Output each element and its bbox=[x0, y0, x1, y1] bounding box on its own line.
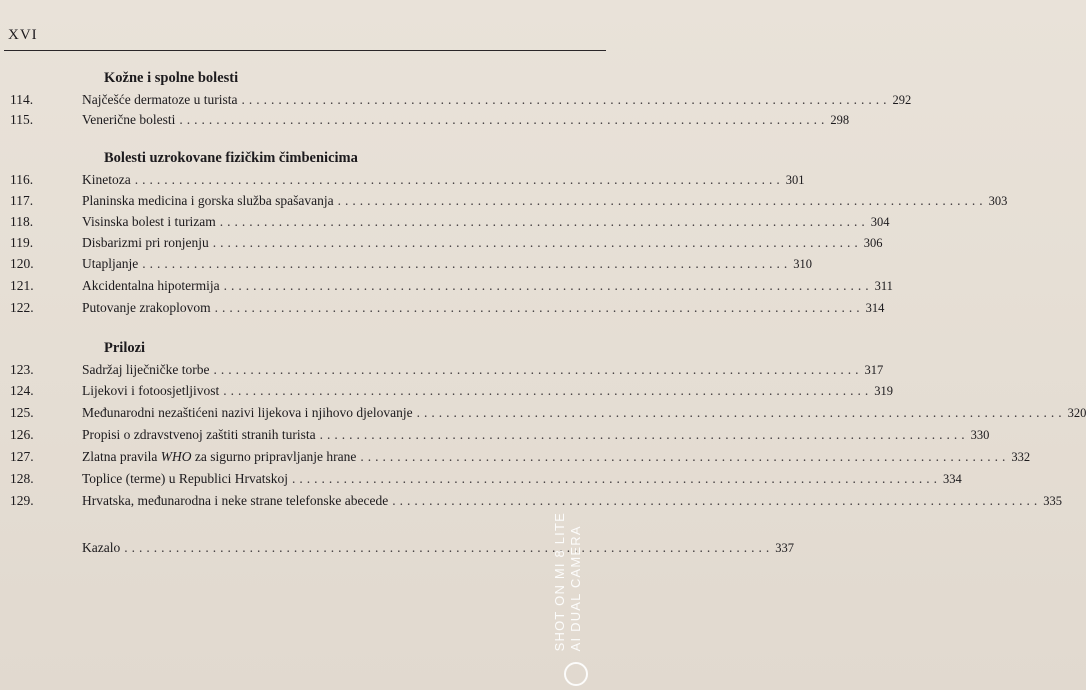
toc-row bbox=[0, 235, 883, 255]
camera-watermark bbox=[552, 512, 602, 682]
leader-dots: ........................................................................................ bbox=[416, 405, 1066, 420]
toc-row bbox=[0, 471, 962, 491]
section-title-skin-diseases: Kožne i spolne bolesti bbox=[104, 70, 239, 86]
entry-page: 298 bbox=[830, 113, 850, 127]
toc-row bbox=[0, 92, 912, 112]
toc-entry bbox=[82, 493, 1062, 509]
entry-title: Planinska medicina i gorska služba spašavanja bbox=[82, 193, 334, 208]
toc-row bbox=[0, 193, 1008, 213]
entry-title: Putovanje zrakoplovom bbox=[82, 300, 211, 315]
entry-page: 330 bbox=[970, 428, 990, 442]
leader-dots: ........................................................................................ bbox=[223, 383, 873, 398]
toc-entry bbox=[82, 256, 812, 272]
toc-entry bbox=[82, 92, 912, 108]
toc-row bbox=[0, 256, 812, 276]
leader-dots: ........................................................................................ bbox=[223, 278, 873, 293]
toc-row bbox=[0, 427, 990, 447]
leader-dots: ........................................................................................ bbox=[213, 362, 863, 377]
entry-title: Međunarodni nezaštićeni nazivi lijekova i njihovo djelovanje bbox=[82, 405, 413, 420]
section-title-physical-factors: Bolesti uzrokovane fizičkim čimbenicima bbox=[104, 150, 358, 166]
toc-entry bbox=[82, 235, 883, 251]
page-number: XVI bbox=[8, 27, 38, 43]
leader-dots: ........................................................................................ bbox=[124, 540, 774, 555]
entry-page: 314 bbox=[865, 301, 885, 315]
entry-page: 306 bbox=[863, 236, 883, 250]
leader-dots: ........................................................................................ bbox=[292, 471, 941, 486]
leader-dots: ........................................................................................ bbox=[337, 193, 987, 208]
entry-title bbox=[82, 449, 356, 465]
watermark-text bbox=[552, 512, 584, 651]
toc-entry bbox=[82, 405, 1086, 421]
watermark-line-2: AI DUAL CAMERA bbox=[568, 525, 583, 652]
entry-number: 117. bbox=[10, 193, 34, 208]
entry-number: 121. bbox=[10, 278, 34, 293]
toc-row bbox=[0, 383, 893, 403]
toc-row bbox=[0, 449, 1031, 469]
entry-number: 119. bbox=[10, 235, 34, 250]
leader-dots: ........................................................................................ bbox=[179, 112, 829, 127]
entry-page: 335 bbox=[1043, 494, 1062, 508]
watermark-line-1: SHOT ON MI 8 LITE bbox=[552, 512, 567, 652]
entry-title: Akcidentalna hipotermija bbox=[82, 278, 220, 293]
entry-title: Visinska bolest i turizam bbox=[82, 214, 216, 229]
toc-entry bbox=[82, 383, 893, 399]
leader-dots: ........................................................................................ bbox=[219, 214, 869, 229]
entry-page: 334 bbox=[943, 472, 962, 486]
entry-page: 292 bbox=[892, 93, 912, 107]
entry-title-after: za sigurno pripravljanje hrane bbox=[191, 449, 357, 464]
entry-page: 337 bbox=[775, 541, 794, 555]
entry-title: Lijekovi i fotoosjetljivost bbox=[82, 383, 220, 398]
toc-entry bbox=[82, 214, 890, 230]
entry-number: 116. bbox=[10, 172, 34, 187]
entry-page: 303 bbox=[988, 194, 1008, 208]
toc-entry bbox=[82, 471, 962, 487]
toc-entry bbox=[82, 540, 794, 556]
entry-page: 310 bbox=[793, 257, 812, 271]
toc-entry bbox=[82, 427, 990, 443]
toc-entry bbox=[82, 300, 885, 316]
entry-title: Disbarizmi pri ronjenju bbox=[82, 235, 209, 250]
entry-number: 114. bbox=[10, 92, 34, 107]
leader-dots: ........................................................................................ bbox=[134, 172, 784, 187]
toc-row bbox=[0, 214, 890, 234]
entry-number: 122. bbox=[10, 300, 34, 315]
toc-entry bbox=[82, 278, 893, 294]
entry-number: 123. bbox=[10, 362, 34, 377]
entry-title: Venerične bolesti bbox=[82, 112, 176, 127]
toc-row bbox=[0, 278, 893, 298]
entry-number: 120. bbox=[10, 256, 34, 271]
toc-row bbox=[0, 405, 1086, 425]
entry-page: 304 bbox=[870, 215, 890, 229]
leader-dots: ........................................................................................ bbox=[392, 493, 1042, 508]
entry-title: Kazalo bbox=[82, 540, 121, 555]
entry-page: 301 bbox=[785, 173, 805, 187]
toc-row bbox=[0, 362, 884, 382]
entry-title: Hrvatska, međunarodna i neke strane telefonske abecede bbox=[82, 493, 389, 508]
toc-row bbox=[0, 172, 805, 192]
entry-page: 332 bbox=[1011, 450, 1031, 464]
entry-number: 128. bbox=[10, 471, 34, 486]
entry-title: Sadržaj liječničke torbe bbox=[82, 362, 210, 377]
entry-title: Kinetoza bbox=[82, 172, 131, 187]
toc-entry bbox=[82, 112, 850, 128]
toc-entry bbox=[82, 449, 1031, 465]
entry-number: 126. bbox=[10, 427, 34, 442]
toc-entry bbox=[82, 172, 805, 188]
entry-page: 311 bbox=[874, 279, 893, 293]
leader-dots: ........................................................................................ bbox=[360, 449, 1010, 464]
entry-number: 115. bbox=[10, 112, 34, 127]
leader-dots: ........................................................................................ bbox=[241, 92, 891, 107]
leader-dots: ........................................................................................ bbox=[142, 256, 792, 271]
entry-title: Najčešće dermatoze u turista bbox=[82, 92, 238, 107]
entry-page: 319 bbox=[874, 384, 893, 398]
leader-dots: ........................................................................................ bbox=[214, 300, 864, 315]
entry-number: 129. bbox=[10, 493, 34, 508]
camera-ring-icon bbox=[564, 662, 588, 686]
leader-dots: ........................................................................................ bbox=[319, 427, 969, 442]
entry-title-before: Zlatna pravila bbox=[82, 449, 161, 464]
toc-row bbox=[0, 112, 850, 132]
entry-number: 125. bbox=[10, 405, 34, 420]
entry-number: 118. bbox=[10, 214, 34, 229]
toc-entry bbox=[82, 362, 884, 378]
entry-page: 317 bbox=[864, 363, 884, 377]
toc-row bbox=[0, 493, 1062, 513]
entry-page: 320 bbox=[1067, 406, 1086, 420]
entry-title: Propisi o zdravstvenoj zaštiti stranih turista bbox=[82, 427, 316, 442]
entry-title-italic: WHO bbox=[160, 449, 192, 464]
section-title-appendices: Prilozi bbox=[104, 340, 146, 356]
entry-number: 127. bbox=[10, 449, 34, 464]
toc-row-index bbox=[0, 540, 794, 560]
toc-entry bbox=[82, 193, 1008, 209]
entry-title: Utapljanje bbox=[82, 256, 139, 271]
toc-row bbox=[0, 300, 885, 320]
entry-number: 124. bbox=[10, 383, 34, 398]
entry-title: Toplice (terme) u Republici Hrvatskoj bbox=[82, 471, 288, 486]
leader-dots: ........................................................................................ bbox=[212, 235, 862, 250]
